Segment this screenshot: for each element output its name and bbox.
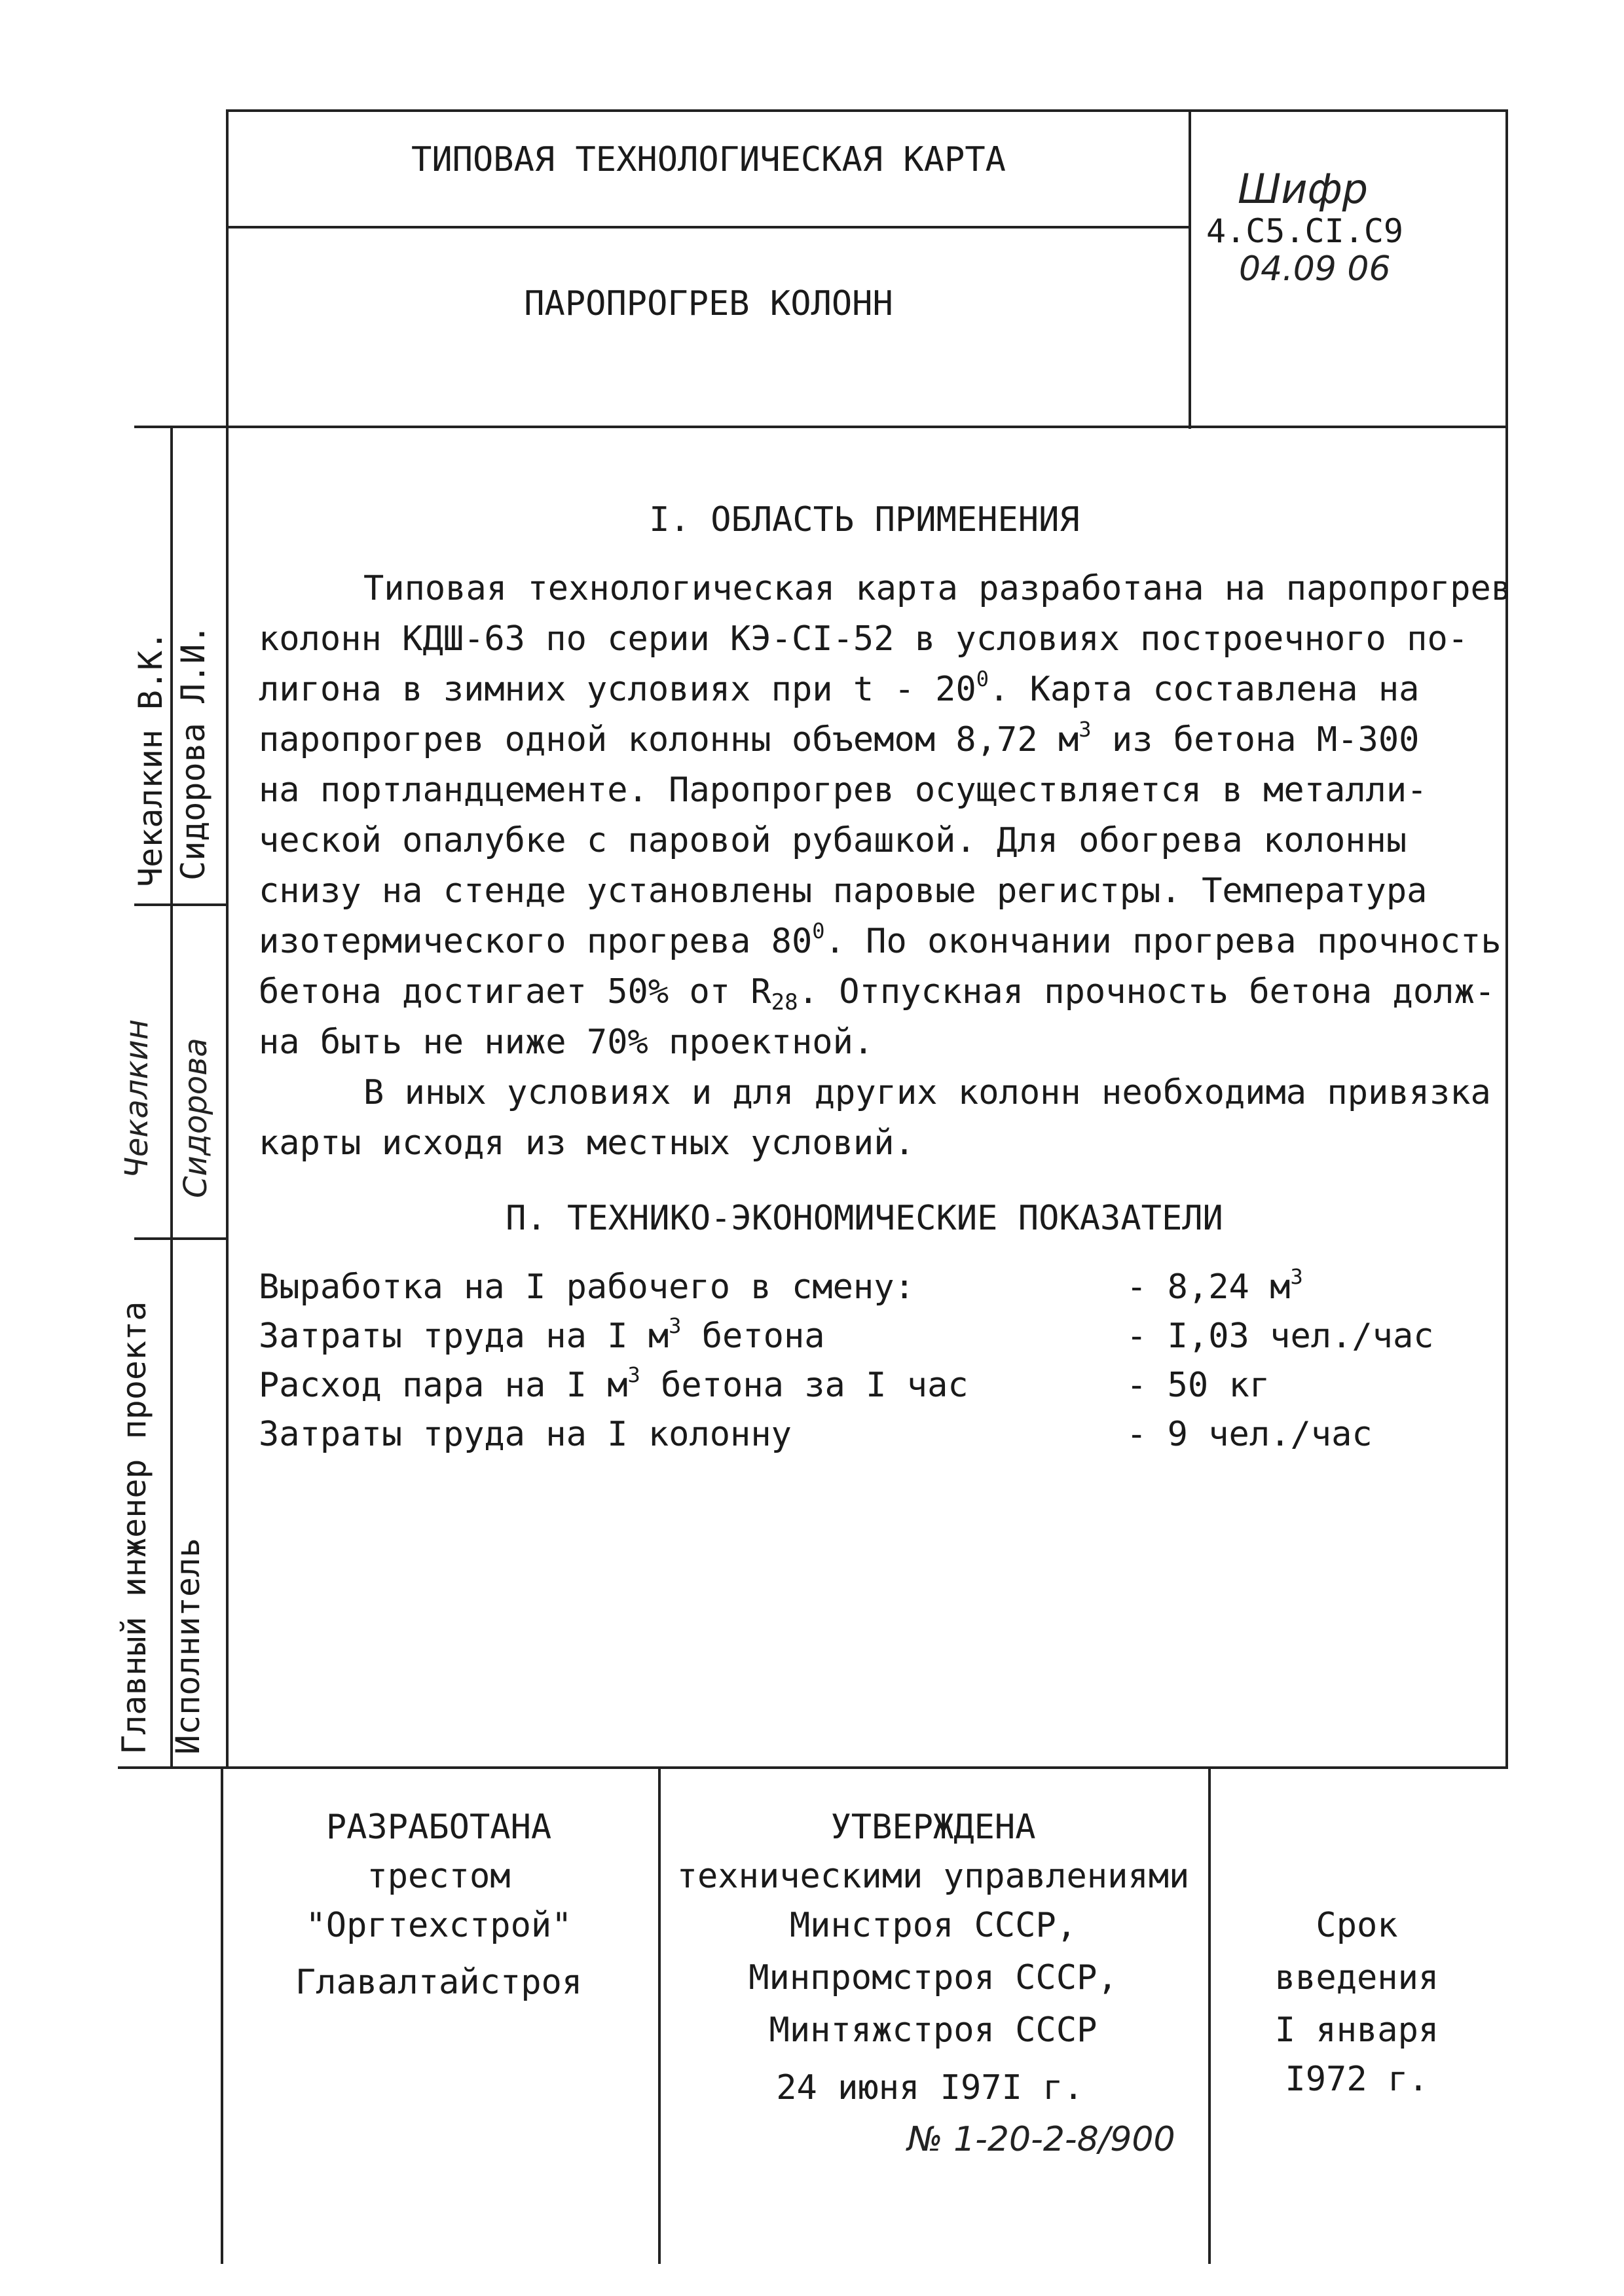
approved-date: 24 июня I97I г. [776,2068,1084,2107]
section1-line: лигона в зимних условиях при t - $20^0$. Карта составлена на [259,666,1420,709]
code-cell-divider [1189,109,1191,429]
indicator-label: Выработка на I рабочего в смену: [259,1267,915,1307]
code-label: Шифр [1238,165,1368,213]
indicator-value: - I,03 чел./час [1126,1317,1434,1356]
indicator-label: Расход пара на I $м^3$ бетона за I час [259,1362,969,1405]
developed-line-4: Главалтайстроя [295,1963,583,2002]
footer-divider-1 [221,1766,223,2264]
footer-divider-3 [1208,1766,1211,2264]
effective-line-3: I января [1274,2011,1439,2050]
frame-left-line [226,109,229,1769]
stamp-row-line-1 [134,903,227,906]
section1-line: бетона достигает 50% от $R_{28}$. Отпускная прочность бетона долж- [259,972,1496,1015]
stamp-role-1: Главный инженер проекта [115,1301,153,1755]
section1-line: ческой опалубке с паровой рубашкой. Для обогрева колонны [259,821,1407,860]
code-value: 4.С5.СI.С9 [1206,212,1404,250]
footer-divider-2 [658,1766,661,2264]
section1-line: снизу на стенде установлены паровые регистры. Температура [259,871,1428,911]
stamp-signature-2: Сидорова [177,1038,214,1198]
section1-heading: I. ОБЛАСТЬ ПРИМЕНЕНИЯ [649,500,1080,539]
document-title: ПАРОПРОГРЕВ КОЛОНН [524,284,893,323]
indicator-value: - 50 кг [1126,1366,1270,1405]
section1-line: на портландцементе. Паропрогрев осуществляется в металли- [259,771,1428,810]
approved-line-5: Минтяжстроя СССР [769,2011,1098,2050]
header-bottom-line [134,426,1508,428]
effective-line-1: Срок [1316,1906,1398,1945]
indicator-label: Затраты труда на I $м^3$ бетона [259,1313,825,1356]
frame-right-line [1505,109,1508,1769]
approved-line-2: техническими управлениями [676,1857,1190,1896]
section1-line: В иных условиях и для других колонн необходима привязка [363,1073,1491,1112]
developed-line-1: РАЗРАБОТАНА [325,1808,552,1847]
document-type: ТИПОВАЯ ТЕХНОЛОГИЧЕСКАЯ КАРТА [411,140,1006,179]
indicator-label: Затраты труда на I колонну [259,1415,792,1454]
stamp-signature-1: Чекалкин [119,1019,155,1178]
footer-top-line [118,1766,1508,1769]
code-handwritten: 04.09 06 [1239,249,1391,289]
effective-line-4: I972 г. [1285,2060,1429,2099]
indicator-value: - 9 чел./час [1126,1415,1373,1454]
approved-line-1: УТВЕРЖДЕНА [830,1808,1036,1847]
developed-line-2: трестом [367,1857,511,1896]
section1-line: Типовая технологическая карта разработана на паропрогрев [363,569,1512,608]
stamp-name-2: Сидорова Л.И. [174,624,212,881]
stamp-name-1: Чекалкин В.К. [132,630,170,887]
frame-top-line [226,109,1508,112]
section1-line: паропрогрев одной колонны объемом 8,72 $м^3$ из бетона М-300 [259,717,1420,759]
developed-line-3: "Оргтехстрой" [305,1906,572,1945]
section1-line: колонн КДШ-63 по серии КЭ-СI-52 в условиях построечного по- [259,619,1469,659]
section1-line: изотермического прогрева $80^0$. По окончании прогрева прочность [259,919,1502,961]
approved-ref: № 1-20-2-8/900 [907,2120,1175,2159]
effective-line-2: введения [1274,1958,1439,1997]
approved-line-4: Минпромстроя СССР, [748,1958,1118,1997]
section1-line: на быть не ниже 70% проектной. [259,1023,874,1062]
indicator-value: - 8,24 $м^3$ [1126,1264,1303,1307]
stamp-role-2: Исполнитель [169,1537,207,1755]
section1-line: карты исходя из местных условий. [259,1123,915,1163]
section2-heading: П. ТЕХНИКО-ЭКОНОМИЧЕСКИЕ ПОКАЗАТЕЛИ [506,1199,1223,1238]
stamp-row-line-2 [134,1237,227,1240]
approved-line-3: Минстроя СССР, [789,1906,1077,1945]
title-divider-line [226,226,1190,228]
